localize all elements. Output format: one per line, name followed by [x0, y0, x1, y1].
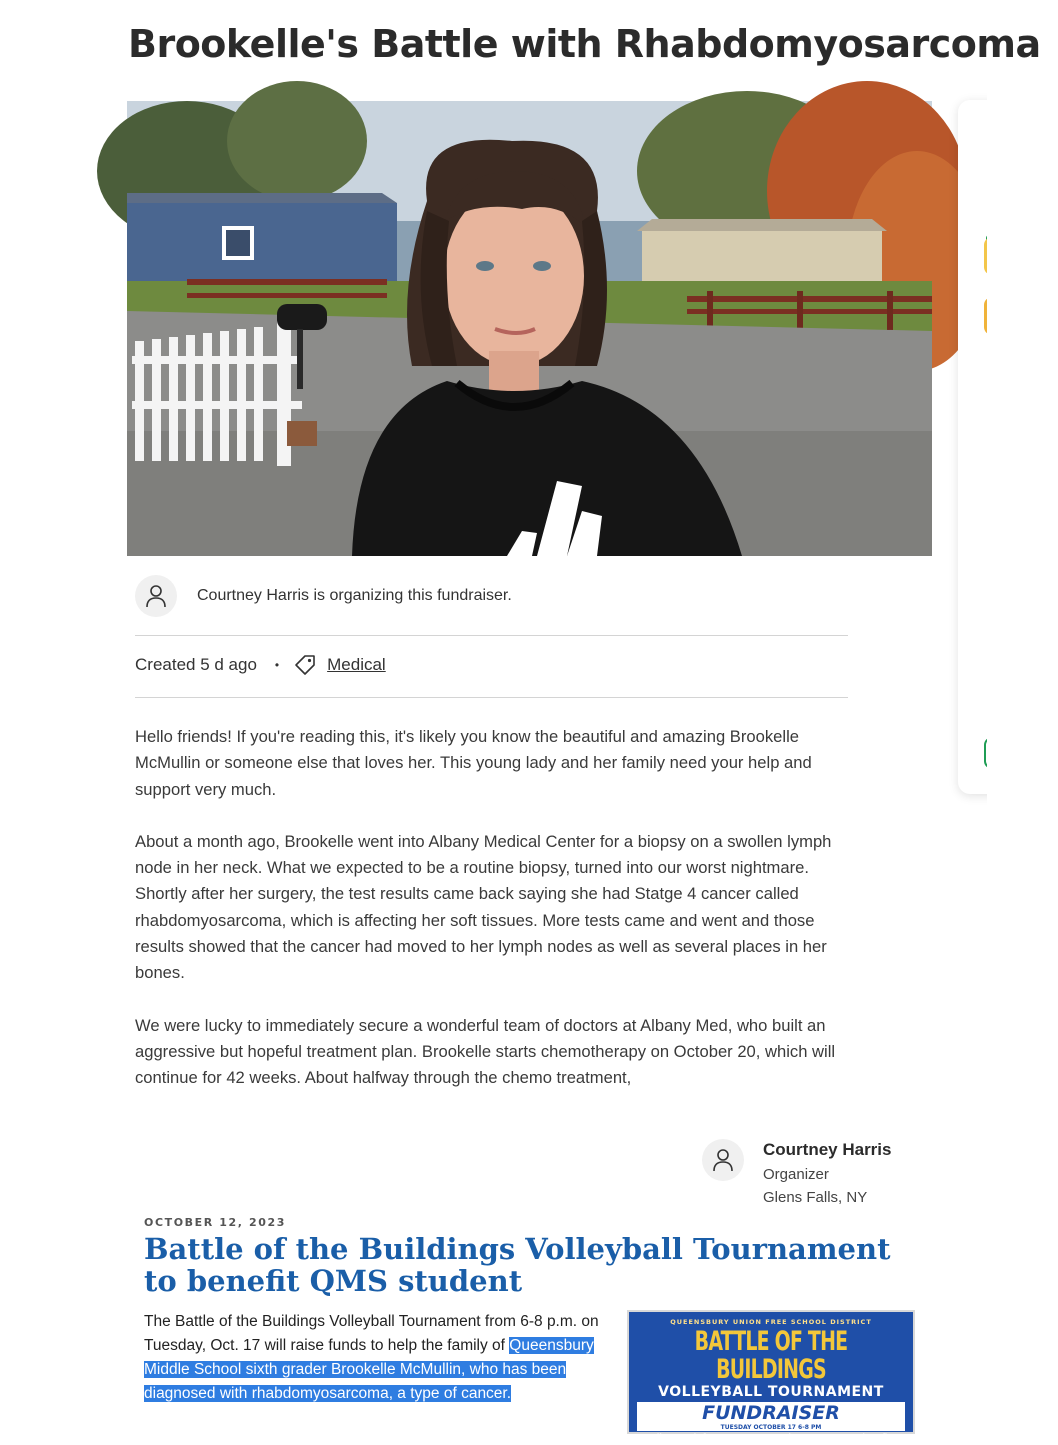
highlighted-text[interactable]: Queensbury Middle School sixth grader Brookelle McMullin, who has been diagnosed with rhabdomyosarcoma, a type of cancer.: [144, 1337, 594, 1402]
poster-subtitle: VOLLEYBALL TOURNAMENT: [658, 1384, 884, 1400]
user-icon: [135, 575, 177, 617]
poster-band: FUNDRAISER: [637, 1402, 905, 1424]
organizer-card[interactable]: [702, 1139, 891, 1206]
created-time: Created 5 d ago: [135, 655, 257, 674]
divider: [135, 635, 848, 636]
poster-footer: All proceeds from ADMISSIONS and CONCESSIONS to benefit: [651, 1433, 891, 1441]
page-title: Brookelle's Battle with Rhabdomyosarcoma: [128, 22, 1041, 66]
story-paragraph: About a month ago, Brookelle went into Albany Medical Center for a biopsy on a swollen lymph node in her neck. What we expected to be a routine biopsy, turned into our worst nightmare. Shortly after her surgery, the test results came back saying she had Statge 4 cancer called rhabdomyosarcoma, which is affecting her soft tissues. More tests came and went and those results showed that the cancer had moved to her lymph nodes as well as several places in her bones.: [135, 831, 832, 983]
organizer-summary: [135, 575, 512, 617]
news-headline[interactable]: Battle of the Buildings Volleyball Tournament to benefit QMS student: [144, 1232, 891, 1298]
story-paragraph: Hello friends! If you're reading this, it's likely you know the beautiful and amazing Brookelle McMullin or someone else that loves her. This young lady and her family need your help and support very much.: [135, 727, 812, 799]
viewport-edge: [987, 80, 1058, 840]
story-text: [135, 724, 855, 1118]
poster-district: QUEENSBURY UNION FREE SCHOOL DISTRICT: [670, 1318, 872, 1326]
organizer-name: Courtney Harris: [763, 1140, 892, 1159]
tag-icon: [293, 653, 317, 677]
campaign-photo-image: [127, 101, 932, 556]
separator: •: [274, 658, 280, 672]
campaign-photo[interactable]: [127, 101, 932, 556]
meta-row: [135, 653, 386, 677]
divider: [135, 697, 848, 698]
user-icon: [702, 1139, 744, 1181]
category-link[interactable]: Medical: [327, 655, 386, 674]
organizer-location: Glens Falls, NY: [763, 1189, 868, 1206]
organizer-text: Courtney Harris is organizing this fundraiser.: [197, 587, 512, 604]
news-date: OCTOBER 12, 2023: [144, 1216, 287, 1229]
fundraiser-poster: [627, 1310, 915, 1441]
poster-date: TUESDAY OCTOBER 17 6-8 PM: [637, 1424, 905, 1431]
poster-title: BATTLE OF THE BUILDINGS: [694, 1326, 848, 1385]
story-paragraph: We were lucky to immediately secure a wonderful team of doctors at Albany Med, who built an aggressive but hopeful treatment plan. Brookelle starts chemotherapy on October 20, which will continue for 42 weeks. About halfway through the chemo treatment,: [135, 1015, 836, 1088]
news-body: [144, 1310, 614, 1406]
news-body-text: The Battle of the Buildings Volleyball Tournament from 6-8 p.m. on Tuesday, Oct. 17 will raise funds to help the family of: [144, 1313, 599, 1354]
organizer-role: Organizer: [763, 1166, 829, 1183]
